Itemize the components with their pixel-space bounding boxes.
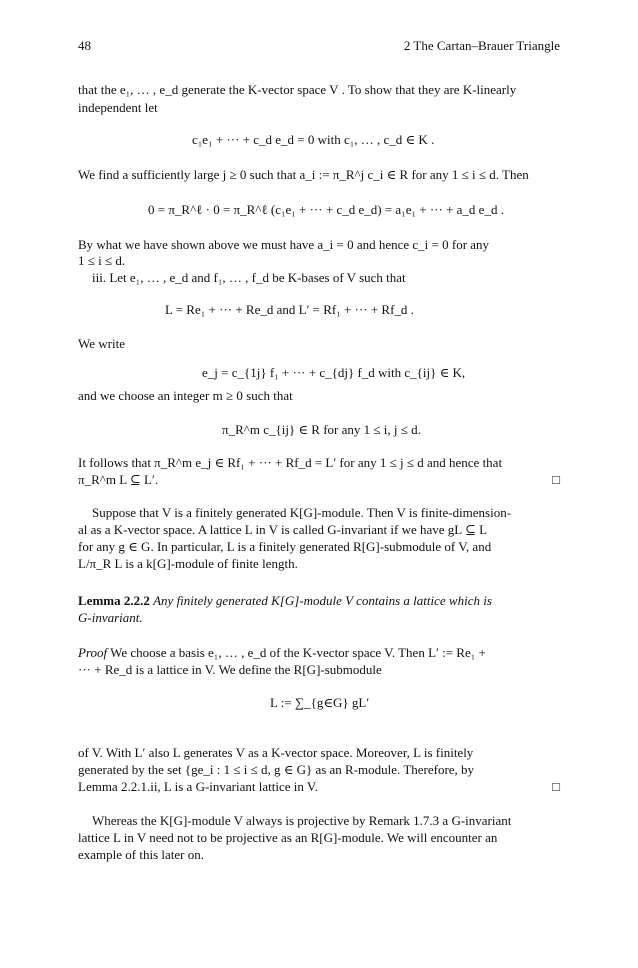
- text-line: It follows that π_R^m e_j ∈ Rf₁ + ··· + Rf_d = L′ for any 1 ≤ j ≤ d and hence that: [78, 455, 503, 470]
- equation: L = Re₁ + ··· + Re_d and L′ = Rf₁ + ··· + Rf_d .: [165, 302, 414, 317]
- equation: e_j = c_{1j} f₁ + ··· + c_{dj} f_d with c_{ij} ∈ K,: [202, 365, 466, 380]
- text-line: that the e₁, … , e_d generate the K-vector space V . To show that they are K-linearly: [78, 82, 517, 97]
- text-line: π_R^m L ⊆ L′.: [78, 472, 159, 487]
- text-line: and we choose an integer m ≥ 0 such that: [78, 388, 293, 403]
- text-line: Suppose that V is a finitely generated K[G]-module. Then V is finite-dimension-: [92, 505, 512, 520]
- equation: 0 = π_R^ℓ · 0 = π_R^ℓ (c₁e₁ + ··· + c_d e_d) = a₁e₁ + ··· + a_d e_d .: [148, 202, 504, 217]
- text-line: By what we have shown above we must have a_i = 0 and hence c_i = 0 for any: [78, 237, 490, 252]
- text-line: lattice L in V need not to be projective as an R[G]-module. We will encounter an: [78, 830, 498, 845]
- text-line: of V. With L′ also L generates V as a K-vector space. Moreover, L is finitely: [78, 745, 474, 760]
- text-line: generated by the set {ge_i : 1 ≤ i ≤ d, g ∈ G} as an R-module. Therefore, by: [78, 762, 475, 777]
- page-number: 48: [78, 38, 91, 53]
- text-line: example of this later on.: [78, 847, 204, 862]
- lemma-label: Lemma 2.2.2: [78, 593, 150, 608]
- text-line: al as a K-vector space. A lattice L in V is called G-invariant if we have gL ⊆ L: [78, 522, 488, 537]
- proof: [78, 645, 486, 660]
- text-line: 1 ≤ i ≤ d.: [78, 253, 126, 268]
- text-line: iii. Let e₁, … , e_d and f₁, … , f_d be K-bases of V such that: [92, 270, 406, 285]
- text-line: We choose a basis e₁, … , e_d of the K-vector space V. Then L′ := Re₁ +: [110, 645, 486, 660]
- text-line: L/π_R L is a k[G]-module of finite length.: [78, 556, 298, 571]
- text-line: We find a sufficiently large j ≥ 0 such that a_i := π_R^j c_i ∈ R for any 1 ≤ i ≤ d. Then: [78, 167, 529, 182]
- text-line: Whereas the K[G]-module V always is projective by Remark 1.7.3 a G-invariant: [92, 813, 512, 828]
- proof-label: Proof: [78, 645, 108, 660]
- qed-symbol: □: [552, 779, 560, 794]
- lemma: [78, 593, 492, 608]
- equation: c₁e₁ + ··· + c_d e_d = 0 with c₁, … , c_d ∈ K .: [192, 132, 435, 147]
- equation: π_R^m c_{ij} ∈ R for any 1 ≤ i, j ≤ d.: [222, 422, 421, 437]
- text-line: Lemma 2.2.1.ii, L is a G-invariant lattice in V.: [78, 779, 318, 794]
- text-line: ··· + Re_d is a lattice in V. We define the R[G]-submodule: [78, 662, 382, 677]
- text-line: independent let: [78, 100, 158, 115]
- equation: L := ∑_{g∈G} gL′: [270, 695, 370, 710]
- text-line: We write: [78, 336, 125, 351]
- qed-symbol: □: [552, 472, 560, 487]
- running-title: 2 The Cartan–Brauer Triangle: [403, 38, 560, 53]
- text-line: G-invariant.: [78, 610, 143, 625]
- lemma-statement: Any finitely generated K[G]-module V contains a lattice which is: [153, 593, 492, 608]
- text-line: for any g ∈ G. In particular, L is a finitely generated R[G]-submodule of V, and: [78, 539, 492, 554]
